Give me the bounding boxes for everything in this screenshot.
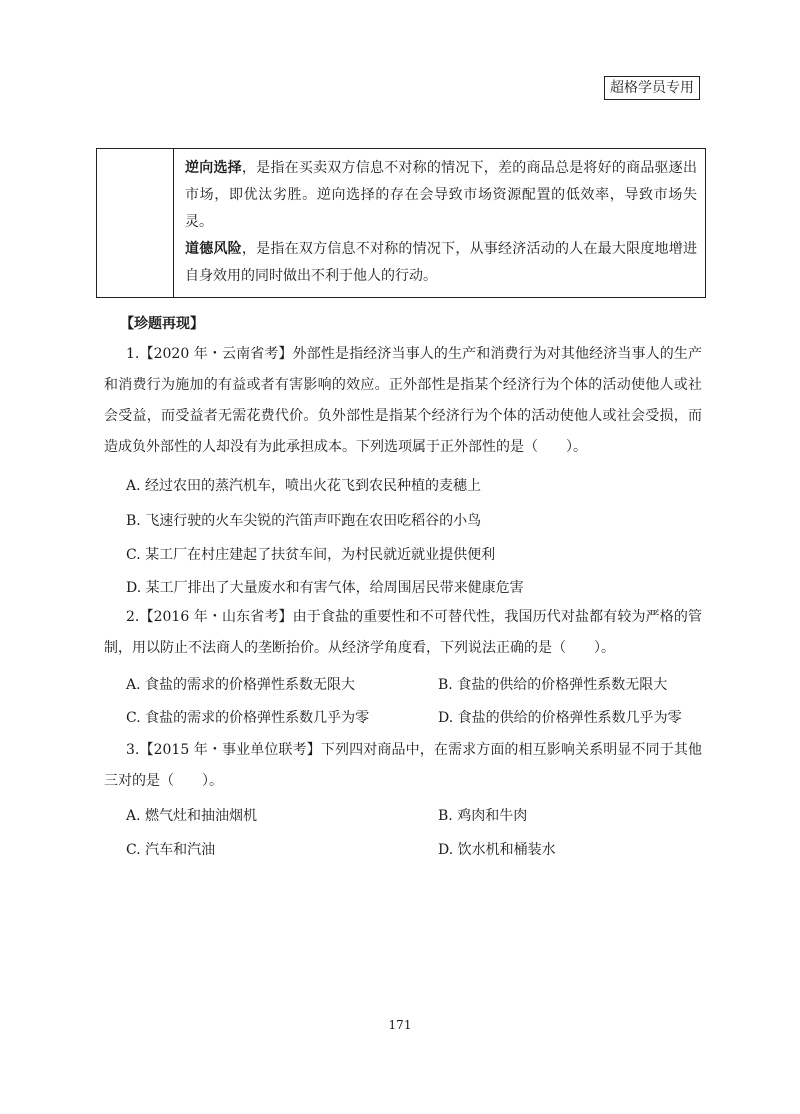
- definition-text: ，是指在双方信息不对称的情况下，从事经济活动的人在最大限度地增进自身效用的同时做出不利于他人的行动。: [185, 241, 698, 284]
- student-only-badge: 超格学员专用: [604, 76, 700, 100]
- definition-text: ，是指在买卖双方信息不对称的情况下，差的商品总是将好的商品驱逐出市场，即优汰劣胜。逆向选择的存在会导致市场资源配置的低效率，导致市场失灵。: [185, 160, 698, 230]
- definition-term: 道德风险: [185, 241, 242, 257]
- question-1-option-d: D. 某工厂排出了大量废水和有害气体，给周围居民带来健康危害: [126, 580, 524, 596]
- definition-table: [96, 148, 706, 298]
- question-2-option-d: D. 食盐的供给的价格弹性系数几乎为零: [438, 710, 682, 726]
- question-3-option-b: B. 鸡肉和牛肉: [438, 808, 528, 824]
- question-3-option-d: D. 饮水机和桶装水: [438, 842, 556, 858]
- section-title: 【珍题再现】: [120, 316, 204, 332]
- question-2-stem: 2.【2016 年・山东省考】由于食盐的重要性和不可替代性，我国历代对盐都有较为严格的管制，用以防止不法商人的垄断抬价。从经济学角度看，下列说法正确的是（ ）。: [104, 609, 702, 656]
- question-3-option-c: C. 汽车和汽油: [126, 842, 216, 858]
- definition-adverse-selection: [185, 155, 697, 236]
- question-1-option-a: A. 经过农田的蒸汽机车，喷出火花飞到农民种植的麦穗上: [126, 478, 482, 494]
- question-2-option-a: A. 食盐的需求的价格弹性系数无限大: [126, 677, 356, 693]
- definition-moral-hazard: [185, 236, 697, 290]
- question-3-option-a: A. 燃气灶和抽油烟机: [126, 808, 258, 824]
- question-2-option-c: C. 食盐的需求的价格弹性系数几乎为零: [126, 710, 370, 726]
- question-1-option-c: C. 某工厂在村庄建起了扶贫车间，为村民就近就业提供便利: [126, 547, 496, 563]
- table-column-divider: [173, 149, 174, 297]
- definition-term: 逆向选择: [185, 160, 242, 176]
- question-1-stem: 1.【2020 年・云南省考】外部性是指经济当事人的生产和消费行为对其他经济当事人的生产和消费行为施加的有益或者有害影响的效应。正外部性是指某个经济行为个体的活动使他人或社会受益，而受益者无需花费代价。负外部性是指某个经济行为个体的活动使他人或社会受损，而造成负外部性的人却没有为此承担成本。下列选项属于正外部性的是（ ）。: [104, 346, 702, 455]
- page-number: 171: [388, 1018, 412, 1032]
- definition-cell: [185, 155, 697, 290]
- question-1-option-b: B. 飞速行驶的火车尖锐的汽笛声吓跑在农田吃稻谷的小鸟: [126, 513, 482, 529]
- question-3-stem: 3.【2015 年・事业单位联考】下列四对商品中，在需求方面的相互影响关系明显不同于其他三对的是（ ）。: [104, 742, 702, 789]
- question-2-option-b: B. 食盐的供给的价格弹性系数无限大: [438, 677, 668, 693]
